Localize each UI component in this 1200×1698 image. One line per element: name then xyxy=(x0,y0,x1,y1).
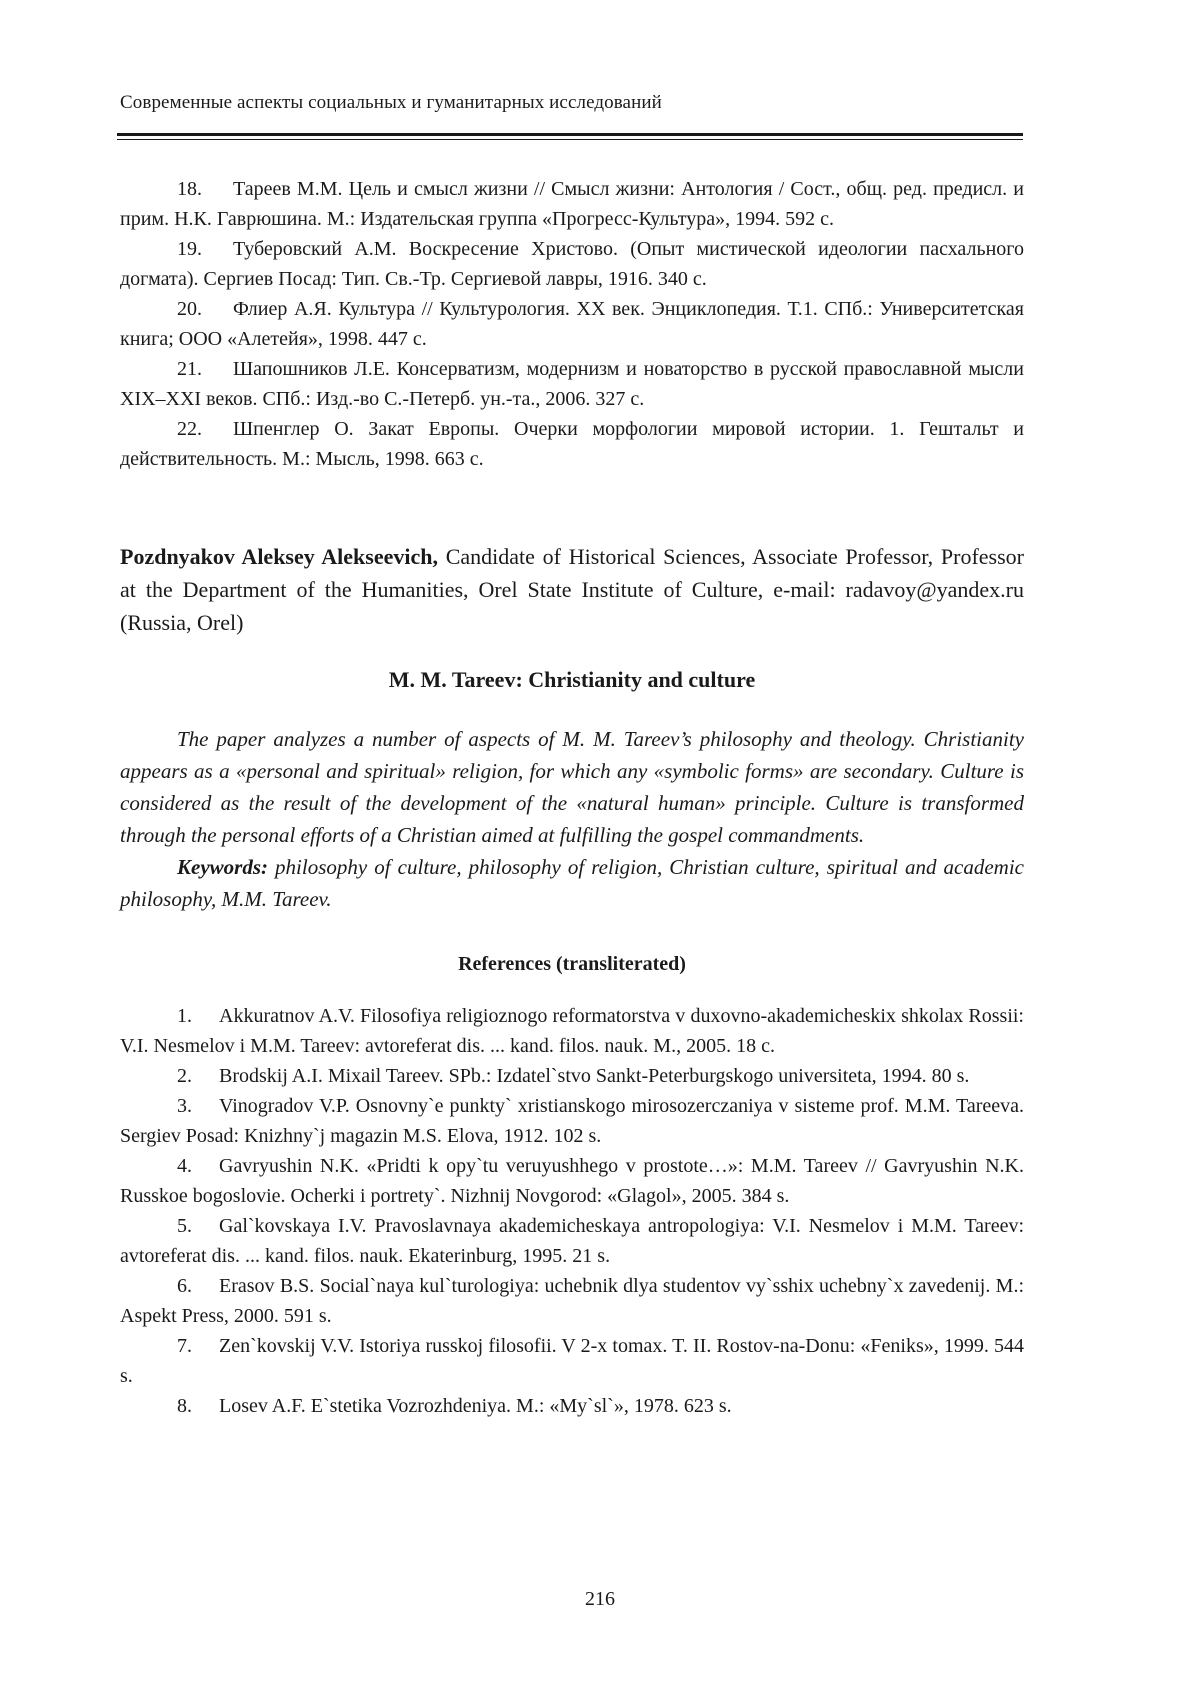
reference-number: 1. xyxy=(177,1005,192,1027)
reference-text: Туберовский А.М. Воскресение Христово. (Опыт мистической идеологии пасхального догмата). Сергиев Посад: Тип. Св.-Тр. Сергиевой лавры, 1916. 340 с. xyxy=(120,238,1024,290)
page-number: 216 xyxy=(585,1588,615,1610)
reference-item xyxy=(120,1061,1024,1091)
author-info xyxy=(120,540,1024,639)
reference-text: Vinogradov V.P. Osnovny`e punkty` xristianskogo mirosozerczaniya v sisteme prof. M.M. Tareeva. Sergiev Posad: Knizhny`j magazin M.S. Elova, 1912. 102 s. xyxy=(120,1095,1024,1147)
keywords-line xyxy=(120,851,1024,915)
reference-number: 21. xyxy=(177,358,202,380)
reference-text: Brodskij A.I. Mixail Tareev. SPb.: Izdatel`stvo Sankt-Peterburgskogo universiteta, 1994. 80 s. xyxy=(219,1065,970,1087)
keywords-label: Keywords: xyxy=(177,855,268,879)
keywords-text: philosophy of culture, philosophy of religion, Christian culture, spiritual and academic philosophy, M.M. Tareev. xyxy=(120,855,1024,911)
reference-text: Erasov B.S. Social`naya kul`turologiya: uchebnik dlya studentov vy`sshix uchebny`x zavedenij. M.: Aspekt Press, 2000. 591 s. xyxy=(120,1275,1024,1327)
reference-text: Gavryushin N.K. «Pridti k opy`tu veruyushhego v prostote…»: M.M. Tareev // Gavryushin N.K. Russkoe bogoslovie. Ocherki i portrety`. Nizhnij Novgorod: «Glagol», 2005. 384 s. xyxy=(120,1155,1024,1207)
reference-text: Флиер А.Я. Культура // Культурология. XX век. Энциклопедия. Т.1. СПб.: Университетская книга; ООО «Алетейя», 1998. 447 с. xyxy=(120,298,1024,350)
reference-item xyxy=(120,174,1024,234)
reference-number: 3. xyxy=(177,1095,192,1117)
reference-number: 4. xyxy=(177,1155,192,1177)
header-divider-thick xyxy=(117,133,1023,136)
reference-item xyxy=(120,354,1024,414)
abstract xyxy=(120,723,1024,915)
reference-item xyxy=(120,234,1024,294)
reference-item xyxy=(120,1391,1024,1421)
reference-text: Zen`kovskij V.V. Istoriya russkoj filosofii. V 2-x tomax. T. II. Rostov-na-Donu: «Feniks», 1999. 544 s. xyxy=(120,1335,1024,1387)
reference-text: Шпенглер О. Закат Европы. Очерки морфологии мировой истории. 1. Гештальт и действительность. М.: Мысль, 1998. 663 с. xyxy=(120,418,1024,470)
russian-reference-list xyxy=(120,174,1024,474)
reference-number: 18. xyxy=(177,178,202,200)
reference-number: 22. xyxy=(177,418,202,440)
reference-number: 2. xyxy=(177,1065,192,1087)
references-heading: References (transliterated) xyxy=(458,953,686,975)
reference-item xyxy=(120,1151,1024,1211)
header-divider-thin xyxy=(117,139,1023,140)
reference-number: 5. xyxy=(177,1215,192,1237)
reference-item xyxy=(120,1271,1024,1331)
running-header: Современные аспекты социальных и гуманитарных исследований xyxy=(120,92,662,113)
reference-number: 7. xyxy=(177,1335,192,1357)
reference-text: Тареев М.М. Цель и смысл жизни // Смысл жизни: Антология / Сост., общ. ред. предисл. и прим. Н.К. Гаврюшина. М.: Издательская группа «Прогресс-Культура», 1994. 592 с. xyxy=(120,178,1024,230)
reference-item xyxy=(120,294,1024,354)
paper-title: M. M. Tareev: Christianity and culture xyxy=(388,667,756,692)
reference-item xyxy=(120,1331,1024,1391)
author-details: Candidate of Historical Sciences, Associate Professor, Professor at the Department of the Humanities, Orel State Institute of Culture, e-mail: radavoy@yandex.ru (Russia, Orel) xyxy=(120,544,1024,635)
reference-text: Akkuratnov A.V. Filosofiya religioznogo reformatorstva v duxovno-akademicheskix shkolax Rossii: V.I. Nesmelov i M.M. Tareev: avtoreferat dis. ... kand. filos. nauk. M., 2005. 18 c. xyxy=(120,1005,1024,1057)
reference-number: 6. xyxy=(177,1275,192,1297)
reference-item xyxy=(120,1091,1024,1151)
reference-text: Шапошников Л.Е. Консерватизм, модернизм и новаторство в русской православной мысли XIX–XXI веков. СПб.: Изд.-во С.-Петерб. ун.-та., 2006. 327 с. xyxy=(120,358,1024,410)
reference-text: Gal`kovskaya I.V. Pravoslavnaya akademicheskaya antropologiya: V.I. Nesmelov i M.M. Tareev: avtoreferat dis. ... kand. filos. nauk. Ekaterinburg, 1995. 21 s. xyxy=(120,1215,1024,1267)
reference-text: Losev A.F. E`stetika Vozrozhdeniya. M.: «My`sl`», 1978. 623 s. xyxy=(219,1395,732,1417)
reference-item xyxy=(120,1001,1024,1061)
reference-item xyxy=(120,414,1024,474)
reference-number: 8. xyxy=(177,1395,192,1417)
transliterated-reference-list xyxy=(120,1001,1024,1421)
reference-number: 19. xyxy=(177,238,202,260)
abstract-text: The paper analyzes a number of aspects of M. M. Tareev’s philosophy and theology. Christianity appears as a «personal and spiritual» religion, for which any «symbolic forms» are secondary. Culture is considered as the result of the development of the «natural human» principle. Culture is transformed through the personal efforts of a Christian aimed at fulfilling the gospel commandments. xyxy=(120,727,1024,847)
author-name: Pozdnyakov Aleksey Alekseevich, xyxy=(120,544,438,569)
page-content xyxy=(120,174,1024,1421)
reference-item xyxy=(120,1211,1024,1271)
reference-number: 20. xyxy=(177,298,202,320)
